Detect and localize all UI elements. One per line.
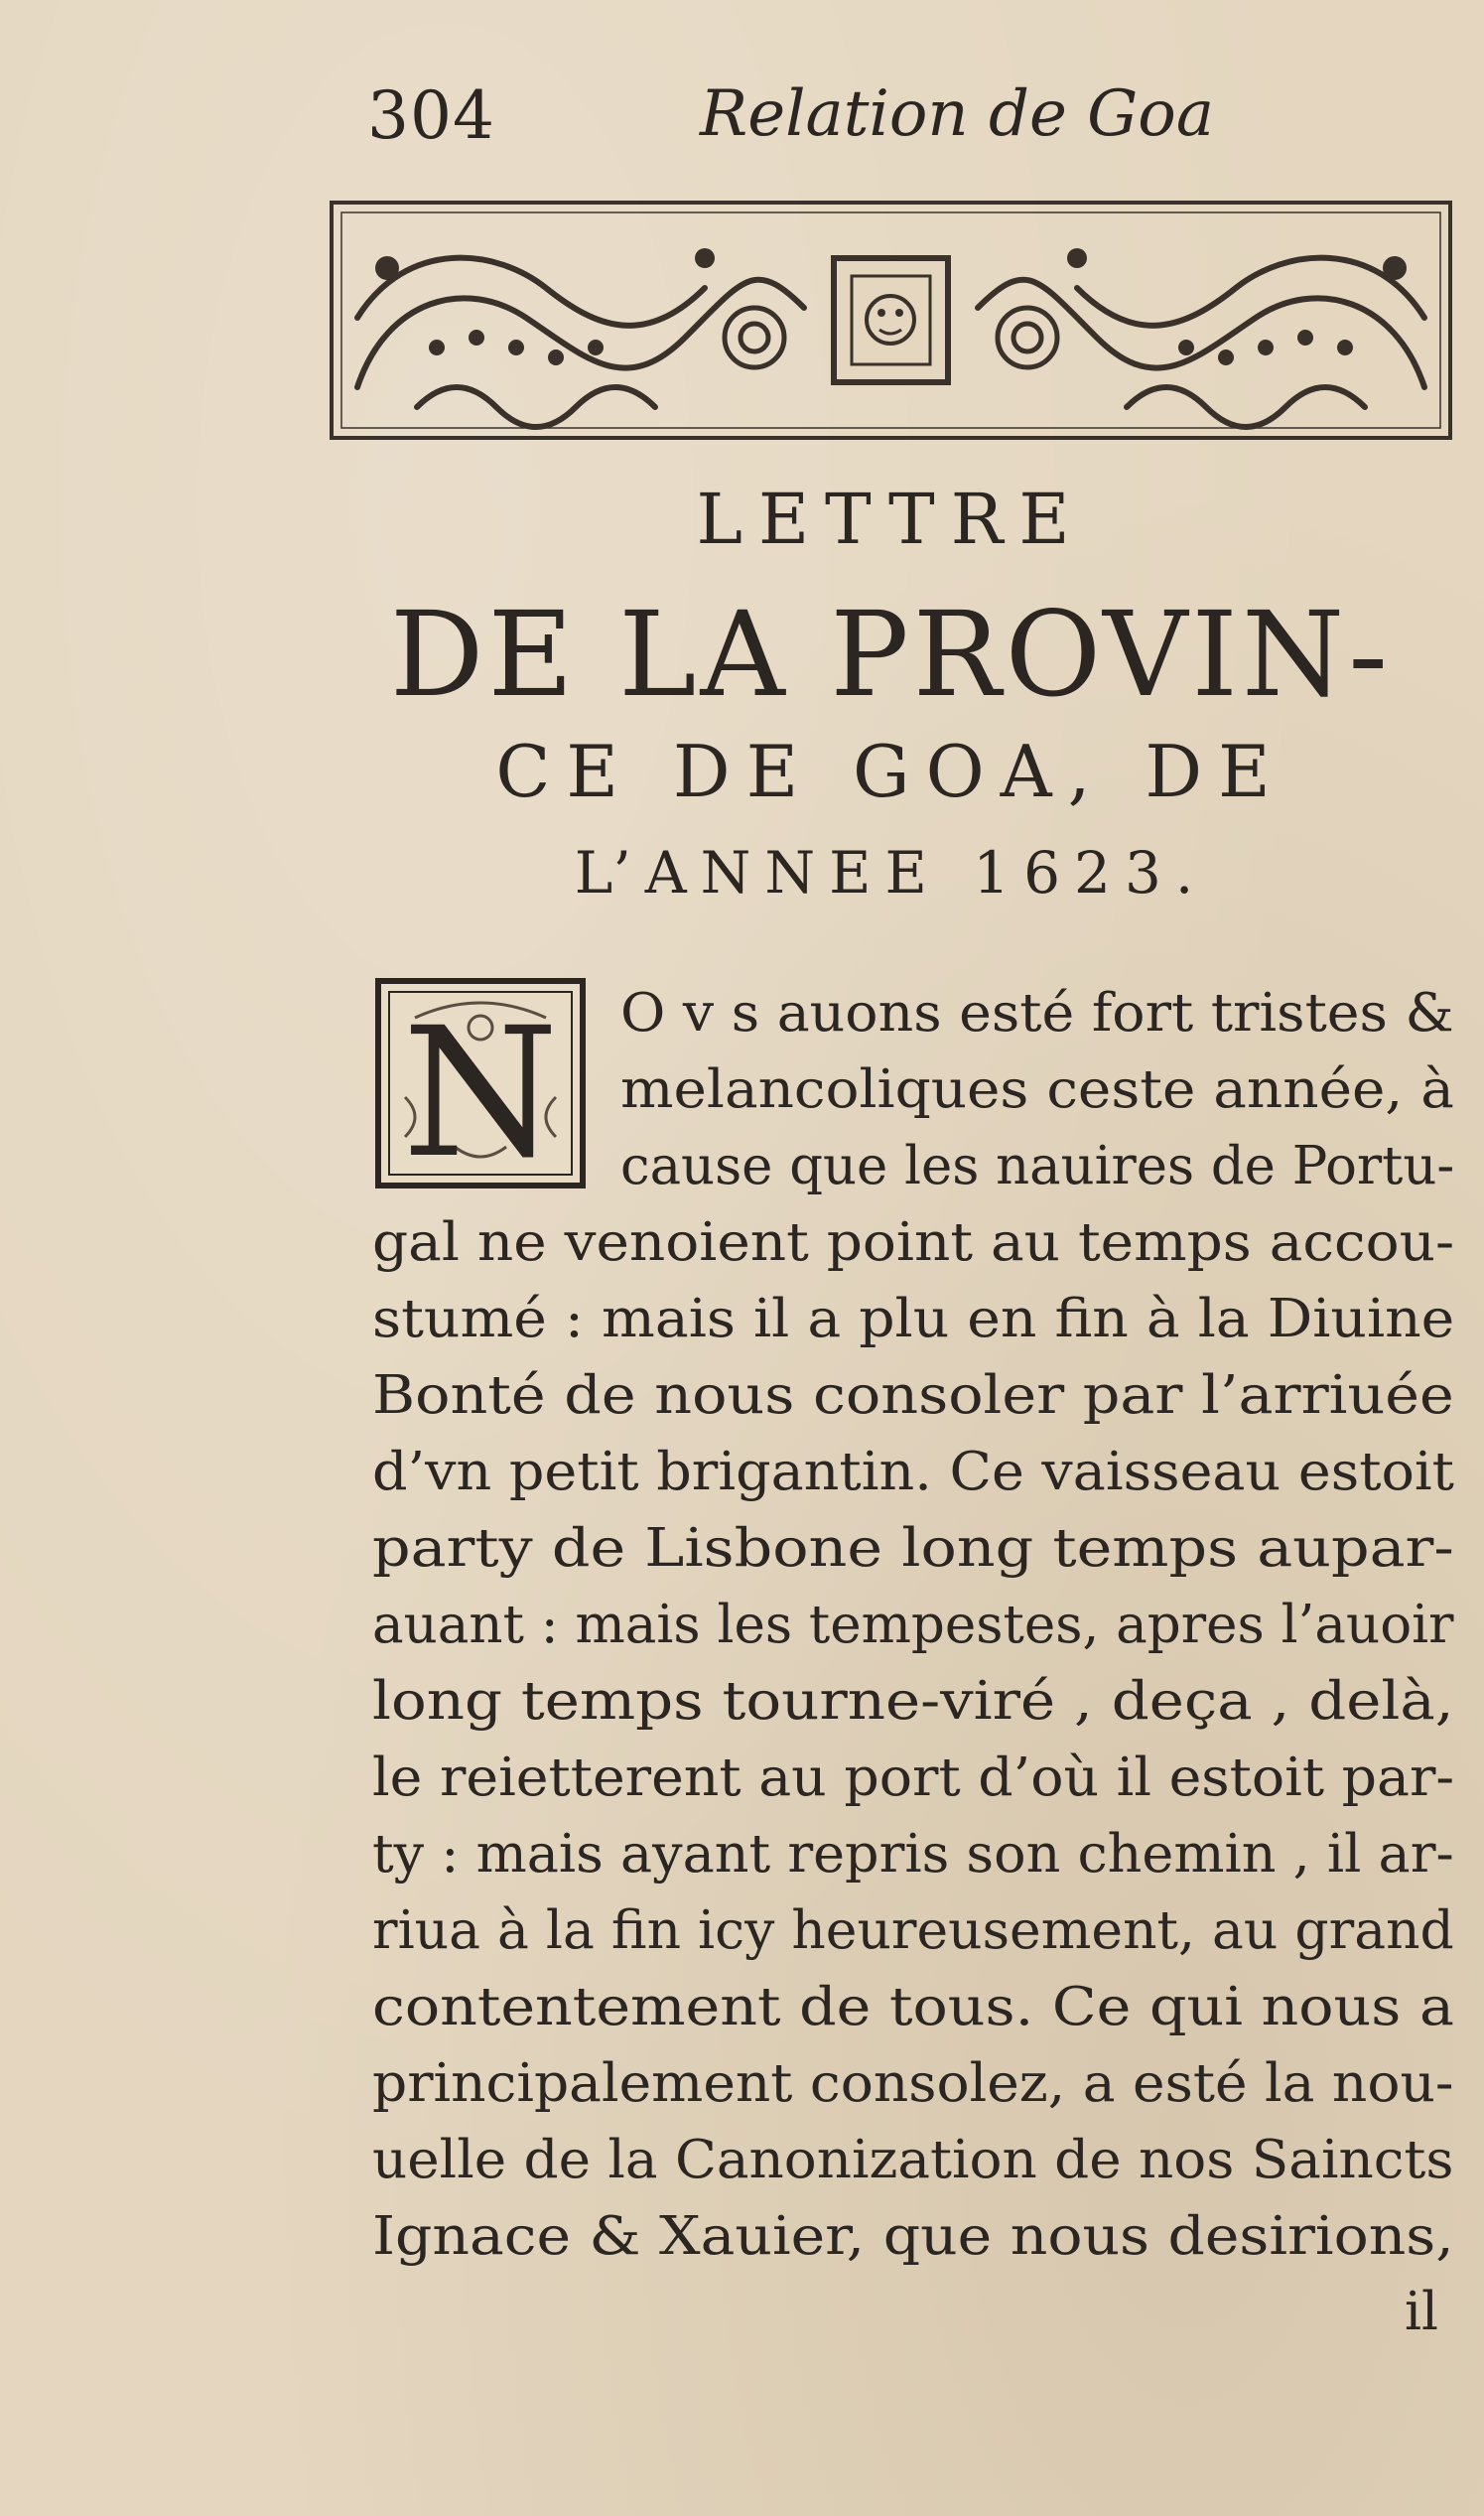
running-title: Relation de Goa — [700, 77, 1214, 151]
initial-letter: N — [402, 990, 559, 1188]
text-line-8: party de Lisbone long temps aupar- — [372, 1518, 1454, 1579]
text-line-4: gal ne venoient point au temps accou- — [372, 1212, 1455, 1273]
text-line-12: ty : mais ayant repris son chemin , il ar- — [372, 1824, 1454, 1885]
text-line-16: uelle de la Canonization de nos Saincts — [372, 2130, 1454, 2190]
text-line-10: long temps tourne-viré , deça , delà, — [372, 1671, 1454, 1732]
text-line-2: melancoliques ceste année, à — [620, 1059, 1454, 1120]
text-line-6: Bonté de nous consoler par l’arriuée — [372, 1365, 1454, 1426]
text-line-14: contentement de tous. Ce qui nous a — [372, 1977, 1454, 2037]
heading-line-1: LETTRE — [696, 479, 1086, 560]
running-head — [367, 77, 1360, 177]
text-line-13: riua à la fin icy heureusement, au grand — [372, 1900, 1454, 1961]
text-line-15: principalement consolez, a esté la nou- — [372, 2053, 1454, 2114]
page-number: 304 — [367, 77, 495, 154]
text-line-17: Ignace & Xauier, que nous desirions, — [372, 2206, 1454, 2267]
catchword: il — [1405, 2282, 1438, 2342]
heading-line-4: L’ANNEE 1623. — [574, 839, 1208, 907]
text-line-9: auant : mais les tempestes, apres l’auoir — [372, 1595, 1454, 1655]
heading-line-3: CE DE GOA, DE — [495, 730, 1286, 813]
heading-line-2: DE LA PROVIN- — [389, 586, 1393, 723]
text-line-7: d’vn petit brigantin. Ce vaisseau estoit — [372, 1442, 1454, 1502]
decorative-headpiece-ornament — [328, 199, 1454, 442]
text-line-11: le reietterent au port d’où il estoit par- — [372, 1747, 1455, 1808]
decorated-initial-n — [375, 978, 586, 1188]
text-line-3: cause que les nauires de Portu- — [620, 1136, 1455, 1196]
text-line-1: O v s auons esté fort tristes & — [620, 983, 1454, 1044]
text-line-5: stumé : mais il a plu en fin à la Diuine — [372, 1289, 1455, 1349]
